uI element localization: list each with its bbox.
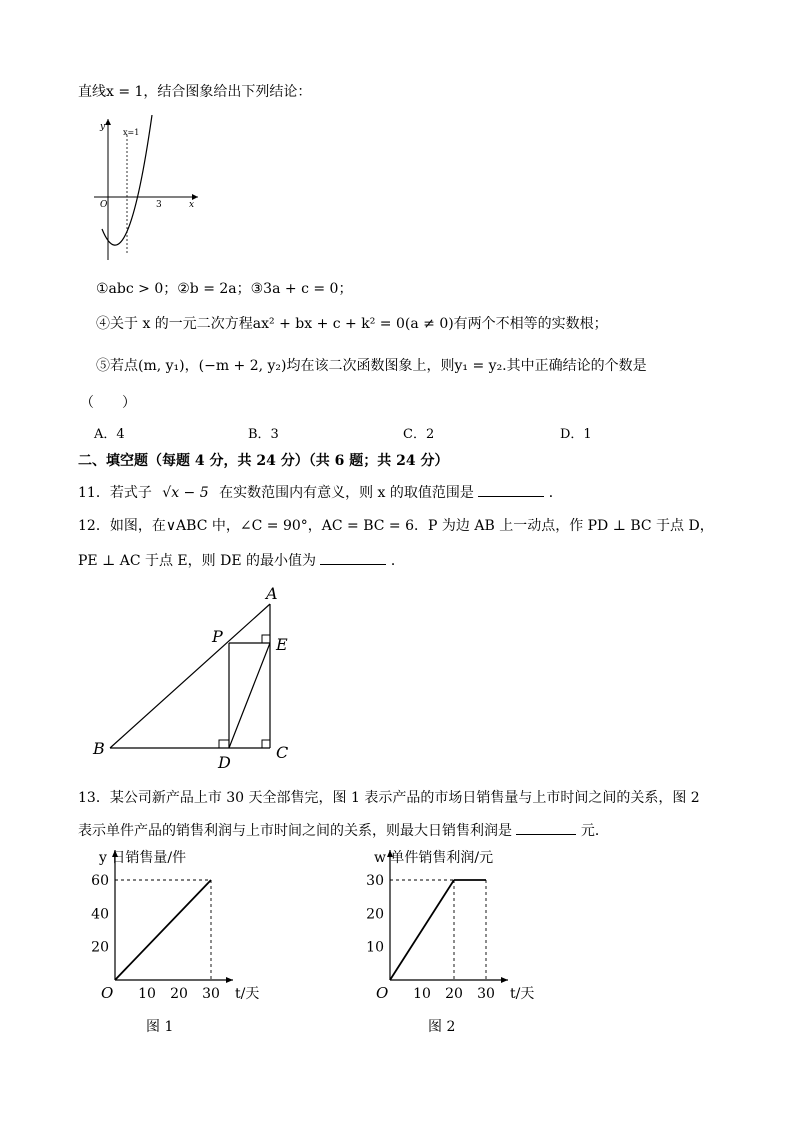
x-tick-label: 20 [170, 986, 188, 1002]
y-tick-label: 20 [366, 906, 384, 923]
q11-post: 在实数范围内有意义，则 x 的取值范围是 [219, 485, 474, 501]
y-label: y [100, 122, 106, 132]
q13-line2-pre: 表示单件产品的销售利润与上市时间之间的关系，则最大日销售利润是 [78, 823, 512, 839]
series-line-segment [390, 880, 454, 980]
y-tick-label: 60 [91, 873, 109, 889]
q12-line2-end: ． [390, 553, 405, 569]
x-tick-label: 30 [477, 986, 495, 1002]
x-axis-label: t/天 [510, 986, 535, 1002]
section-2-heading: 二、填空题（每题 4 分，共 24 分）（共 6 题；共 24 分） [78, 453, 449, 469]
segment-de [229, 643, 270, 748]
label-c: C [276, 743, 289, 762]
label-a: A [266, 584, 278, 603]
option-d: D．1 [560, 427, 592, 442]
origin-label: O [101, 984, 114, 1002]
x-label: x [189, 200, 195, 210]
root-label: 3 [156, 200, 162, 210]
origin-label: O [376, 984, 389, 1002]
label-d: D [218, 753, 231, 772]
right-angle-d-icon [219, 740, 229, 748]
series-line-segment [115, 880, 211, 980]
q11-end: ． [548, 485, 563, 501]
option-c: C．2 [403, 427, 435, 442]
side-ab [110, 604, 270, 748]
right-angle-c-icon [262, 740, 270, 748]
q12-line2-pre: PE ⊥ AC 于点 E，则 DE 的最小值为 [78, 553, 316, 569]
question-12-line-2 [78, 550, 405, 571]
triangle-figure [90, 582, 300, 772]
y-axis-arrow-icon [105, 119, 111, 125]
chart-2 [360, 840, 540, 1005]
y-tick-label: 40 [91, 906, 109, 923]
conclusion-line-2: ④关于 x 的一元二次方程ax² + bx + c + k² = 0(a ≠ 0)有两个不相等的实数根； [96, 316, 608, 332]
y-tick-label: 10 [366, 939, 384, 956]
q12-blank [320, 550, 386, 565]
label-e: E [276, 635, 288, 654]
answer-paren: （ ） [80, 395, 136, 411]
x-tick-label: 20 [445, 986, 463, 1002]
x-tick-label: 30 [202, 986, 220, 1002]
question-11 [78, 482, 563, 503]
parabola-figure [90, 115, 205, 265]
x-axis-label: t/天 [235, 986, 260, 1002]
y-tick-label: 20 [91, 939, 109, 956]
chart-1-caption: 图 1 [146, 1019, 174, 1035]
question-13-line-2 [78, 820, 609, 841]
chart-2-caption: 图 2 [428, 1019, 456, 1035]
q13-line2-end: 元． [580, 823, 609, 839]
right-angle-e-icon [262, 635, 270, 643]
option-b: B．3 [248, 427, 279, 442]
conclusion-line-3: ⑤若点(m, y₁)，(−m + 2, y₂)均在该二次函数图象上，则y₁ = y₂.其中正确结论的个数是 [96, 358, 647, 374]
y-tick-label: 30 [366, 873, 384, 889]
label-b: B [93, 739, 105, 758]
option-a: A．4 [94, 427, 125, 442]
x-tick-label: 10 [413, 986, 431, 1002]
q11-expr: √x − 5 [162, 485, 209, 501]
intro-text: 直线x = 1，结合图象给出下列结论： [78, 84, 312, 100]
chart-1 [85, 840, 265, 1005]
x-tick-label: 10 [138, 986, 156, 1002]
question-13-line-1: 13．某公司新产品上市 30 天全部售完，图 1 表示产品的市场日销售量与上市时间之间的关系，图 2 [78, 790, 700, 806]
q11-pre: 11．若式子 [78, 485, 152, 501]
question-12-line-1: 12．如图，在∨ABC 中，∠C = 90°，AC = BC = 6．P 为边 AB 上一动点，作 PD ⊥ BC 于点 D， [78, 518, 714, 534]
axis-label: x=1 [123, 128, 140, 137]
conclusion-line-1: ①abc > 0；②b = 2a；③3a + c = 0； [96, 281, 353, 297]
origin-label: O [100, 200, 108, 210]
y-axis-label: y 日销售量/件 [99, 850, 187, 866]
q11-blank [478, 482, 544, 497]
x-axis-arrow-icon [226, 977, 233, 983]
y-axis-label: w 单件销售利润/元 [374, 850, 494, 866]
x-axis-arrow-icon [501, 977, 508, 983]
label-p: P [212, 627, 223, 646]
q13-blank [516, 820, 576, 835]
